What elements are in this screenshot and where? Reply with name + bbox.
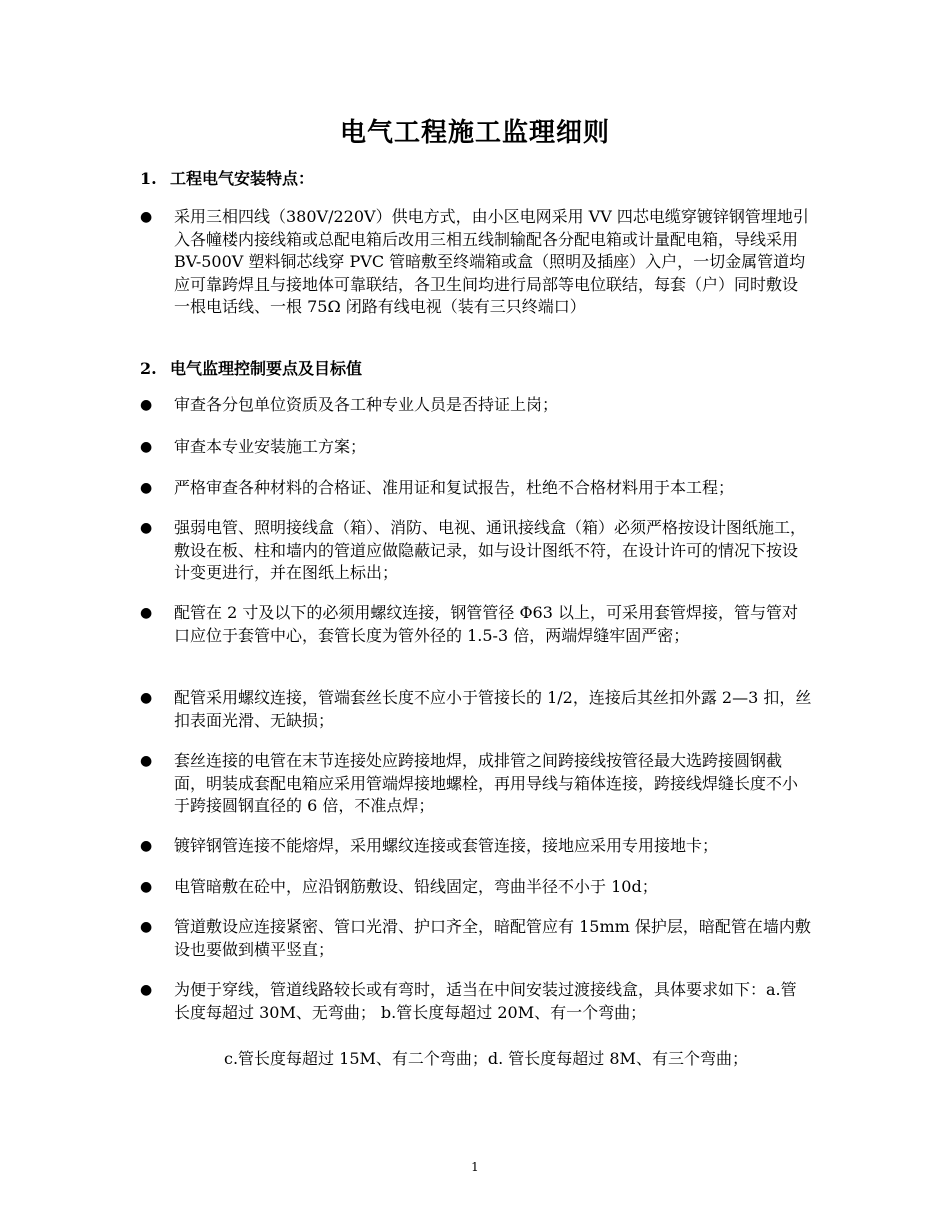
list-item-text: 审查本专业安装施工方案； [174,437,367,456]
page-number: 1 [471,1160,479,1174]
section-number: 2. [140,359,157,378]
list-item-text: 审查各分包单位资质及各工种专业人员是否持证上岗； [174,395,559,414]
bullet-icon: ● [140,480,153,496]
section-heading-text: 工程电气安装特点： [170,169,315,188]
list-item [140,517,812,585]
list-item-text: 采用三相四线（380V/220V）供电方式，由小区电网采用 VV 四芯电缆穿镀锌钢管埋地引入各幢楼内接线箱或总配电箱后改用三相五线制输配各分配电箱或计量配电箱，导线采用 BV-500V 塑料铜芯线穿 PVC 管暗敷至终端箱或盒（照明及插座）入户，一切金属管道均应可靠跨焊且与接地体可靠联结，各卫生间均进行局部等电位联结，每套（户）同时敷设一根电话线、一根 75Ω 闭路有线电视（装有三只终端口） [174,207,809,316]
section-heading-2 [140,356,362,379]
list-item [140,206,812,319]
bullet-icon: ● [140,605,153,621]
bullet-icon: ● [140,209,153,225]
document-title: 电气工程施工监理细则 [339,118,610,148]
section-number: 1. [140,169,157,188]
list-item [140,602,812,647]
bullet-icon: ● [140,690,153,706]
list-item [140,916,812,961]
list-item [140,687,812,732]
list-item-text: 镀锌钢管连接不能熔焊，采用螺纹连接或套管连接，接地应采用专用接地卡； [174,836,719,855]
list-item-text: 套丝连接的电管在末节连接处应跨接地焊，成排管之间跨接线按管径最大选跨接圆钢截面，明装成套配电箱应采用管端焊接地螺栓，再用导线与箱体连接，跨接线焊缝长度不小于跨接圆钢直径的 6 倍，不准点焊； [174,751,799,815]
list-item [140,436,812,459]
list-item-text: 为便于穿线，管道线路较长或有弯时，适当在中间安装过渡接线盒，具体要求如下：a.管长度每超过 30M、无弯曲； b.管长度每超过 20M、有一个弯曲； [174,980,797,1022]
bullet-icon: ● [140,753,153,769]
list-item [140,477,812,500]
list-item [140,876,812,899]
list-item-text: 配管采用螺纹连接，管端套丝长度不应小于管接长的 1/2，连接后其丝扣外露 2—3 扣，丝扣表面光滑、无缺损； [174,688,812,730]
section-heading-1 [140,166,314,189]
bullet-icon: ● [140,439,153,455]
bullet-icon: ● [140,879,153,895]
section-heading-text: 电气监理控制要点及目标值 [170,359,363,378]
list-item-text: 强弱电管、照明接线盒（箱）、消防、电视、通讯接线盒（箱）必须严格按设计图纸施工，敷设在板、柱和墙内的管道应做隐蔽记录，如与设计图纸不符，在设计许可的情况下按设计变更进行，并在图纸上标出； [174,518,807,582]
list-item-text: 电管暗敷在砼中，应沿钢筋敷设、铅线固定，弯曲半径不小于 10d； [174,877,658,896]
list-item-text: 严格审查各种材料的合格证、准用证和复试报告，杜绝不合格材料用于本工程； [174,478,735,497]
list-item [140,394,812,417]
bullet-icon: ● [140,838,153,854]
bullet-icon: ● [140,919,153,935]
list-item-text: 配管在 2 寸及以下的必须用螺纹连接，钢管管径 Φ63 以上，可采用套管焊接，管与管对口应位于套管中心，套管长度为管外径的 1.5-3 倍，两端焊缝牢固严密； [174,603,799,645]
list-item [140,835,812,858]
list-item-continuation: c.管长度每超过 15M、有二个弯曲；d. 管长度每超过 8M、有三个弯曲； [224,1049,748,1068]
bullet-icon: ● [140,397,153,413]
bullet-icon: ● [140,982,153,998]
list-item [140,979,812,1024]
list-item-text: 管道敷设应连接紧密、管口光滑、护口齐全，暗配管应有 15mm 保护层，暗配管在墙内敷设也要做到横平竖直； [174,917,811,959]
list-item [140,750,812,818]
bullet-icon: ● [140,520,153,536]
